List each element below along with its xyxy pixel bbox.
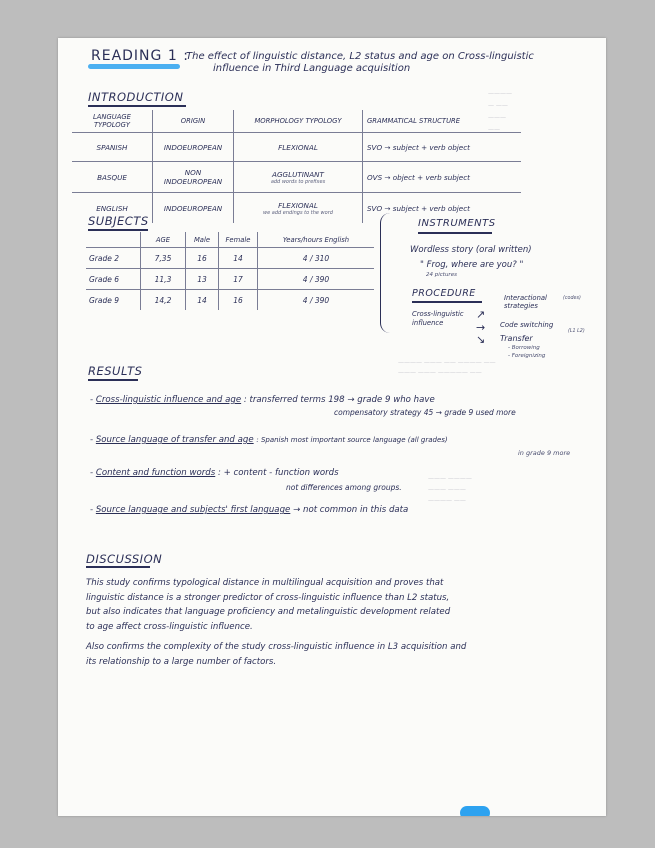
female-cell: 14 <box>219 248 258 269</box>
result-item-2: - Source language of transfer and age : Spanish most important source language (all grades) <box>90 435 448 445</box>
result-text2: not differences among groups. <box>286 483 402 492</box>
morph-value: FLEXIONAL <box>278 200 318 210</box>
origin-cell: INDOEUROPEAN <box>153 193 234 224</box>
arrow-glyph: ↘ <box>476 333 486 346</box>
procedure-heading: PROCEDURE <box>412 288 476 299</box>
results-heading: RESULTS <box>88 364 143 378</box>
procedure-item-interactional: Interactional strategies <box>504 294 547 310</box>
instruments-underline <box>418 232 492 234</box>
procedure-subitem: - Foreignizing <box>508 353 546 359</box>
result-text: → not common in this data <box>293 505 409 515</box>
header-cell: ORIGIN <box>153 110 234 133</box>
grade-cell: Grade 6 <box>86 269 141 290</box>
lang-cell: ENGLISH <box>72 193 153 224</box>
brace-divider <box>380 213 391 333</box>
male-cell: 16 <box>186 248 219 269</box>
morph-value: AGGLUTINANT <box>272 169 324 179</box>
result-item-3: - Content and function words : + content - function words <box>90 468 339 478</box>
procedure-underline <box>412 301 482 303</box>
age-cell: 11,3 <box>141 269 186 290</box>
table-row <box>86 290 374 311</box>
header-cell: Male <box>186 232 219 248</box>
english-cell: 4 / 390 <box>302 295 330 305</box>
result-label: Source language and subjects' first language <box>95 505 291 515</box>
origin-cell: NON INDOEUROPEAN <box>153 162 234 193</box>
female-cell: 16 <box>219 290 258 311</box>
table-row <box>86 269 374 290</box>
discussion-heading: DISCUSSION <box>86 552 163 566</box>
morph-cell <box>234 133 363 162</box>
lang-cell: BASQUE <box>72 162 153 193</box>
discussion-line: This study confirms typological distance in multilingual acquisition and proves that <box>86 578 444 588</box>
procedure-note: (codes) <box>563 296 581 301</box>
result-label: Content and function words <box>95 468 216 478</box>
discussion-line: to age affect cross-linguistic influence. <box>86 621 253 632</box>
origin-cell: INDOEUROPEAN <box>153 133 234 162</box>
title-highlight <box>88 64 180 69</box>
gram-cell: SVO → subject + verb object <box>367 203 470 213</box>
table-row <box>72 133 521 162</box>
instruments-heading: INSTRUMENTS <box>418 218 496 229</box>
result-text2: compensatory strategy 45 → grade 9 used more <box>334 408 516 417</box>
highlighter-dot <box>460 806 490 816</box>
procedure-item-transfer: Transfer <box>500 334 533 343</box>
result-text: : Spanish most important source language (all grades) <box>256 436 448 444</box>
notebook-page <box>58 38 606 816</box>
result-text: : transferred terms 198 → grade 9 who have <box>243 395 435 405</box>
result-text2: in grade 9 more <box>518 449 571 457</box>
introduction-heading: INTRODUCTION <box>88 90 184 104</box>
reading-subtitle-line2: influence in Third Language acquisition <box>213 63 411 74</box>
bleed-through: ———— ——— —— ———— —— ——— ——— ————— —— <box>398 359 496 376</box>
table-header-row <box>86 232 374 248</box>
discussion-line: but also indicates that language proficiency and metalinguistic development related <box>86 607 451 617</box>
gram-cell: SVO → subject + verb object <box>363 133 522 162</box>
instruments-line2: " Frog, where are you? " <box>420 260 524 270</box>
discussion-paragraph-2 <box>86 640 466 669</box>
cli-label: Cross-linguistic influence <box>412 310 464 327</box>
instruments-note: 24 pictures <box>426 272 457 278</box>
procedure-subitem: - Borrowing <box>508 345 540 351</box>
female-cell: 17 <box>219 269 258 290</box>
male-cell: 13 <box>186 269 219 290</box>
results-underline <box>88 379 138 381</box>
lang-cell: SPANISH <box>72 133 153 162</box>
result-label: Cross-linguistic influence and age <box>95 395 242 405</box>
introduction-underline <box>88 105 186 107</box>
arrow-glyph: ↗ <box>476 308 486 321</box>
procedure-item-code-switching: Code switching <box>500 321 554 329</box>
header-cell: Years/hours English <box>258 232 375 248</box>
morph-note: we add endings to the word <box>263 209 333 216</box>
header-cell: AGE <box>141 232 186 248</box>
morph-cell <box>234 162 363 193</box>
age-cell: 14,2 <box>141 290 186 311</box>
language-table <box>72 110 521 223</box>
bleed-through: ——— ———— ——— ——— ———— —— <box>428 475 472 504</box>
instruments-line1: Wordless story (oral written) <box>410 245 532 255</box>
discussion-line: Also confirms the complexity of the study cross-linguistic influence in L3 acquisition and <box>86 642 467 652</box>
result-text: : + content - function words <box>217 468 339 478</box>
bleed-through: ———— — —— ——— —— <box>488 90 512 133</box>
subjects-heading: SUBJECTS <box>88 214 149 228</box>
discussion-underline <box>86 566 150 568</box>
morph-note: add words to prefixes <box>270 178 326 185</box>
subjects-underline <box>88 229 148 231</box>
age-cell: 7,35 <box>141 248 186 269</box>
header-cell: GRAMMATICAL STRUCTURE <box>363 110 522 133</box>
header-cell: LANGUAGE TYPOLOGY <box>72 110 153 133</box>
discussion-paragraph-1 <box>86 576 450 634</box>
arrow-glyph: → <box>476 321 486 334</box>
result-item-1: - Cross-linguistic influence and age : transferred terms 198 → grade 9 who have <box>90 395 435 405</box>
table-row <box>86 248 374 269</box>
header-cell: MORPHOLOGY TYPOLOGY <box>234 110 363 133</box>
male-cell: 14 <box>186 290 219 311</box>
discussion-line: linguistic distance is a stronger predictor of cross-linguistic influence than L2 status, <box>86 592 450 603</box>
result-item-4: - Source language and subjects' first language → not common in this data <box>90 505 409 515</box>
table-header-row <box>72 110 521 133</box>
reading-subtitle-line1: The effect of linguistic distance, L2 status and age on Cross-linguistic <box>186 51 534 62</box>
gram-cell: OVS → object + verb subject <box>363 162 522 193</box>
subjects-table <box>86 232 374 310</box>
grade-cell: Grade 2 <box>86 248 141 269</box>
header-cell <box>86 232 141 248</box>
morph-cell <box>234 193 363 224</box>
header-cell: Female <box>219 232 258 248</box>
grade-cell: Grade 9 <box>86 290 141 311</box>
procedure-note: (L1 L2) <box>568 329 585 334</box>
table-row <box>72 162 521 193</box>
discussion-line: its relationship to a large number of factors. <box>86 656 277 667</box>
english-cell: 4 / 390 <box>258 269 375 290</box>
result-label: Source language of transfer and age <box>95 435 254 445</box>
english-cell: 4 / 310 <box>258 248 375 269</box>
reading-title: READING 1 : <box>91 48 189 64</box>
morph-value: FLEXIONAL <box>278 142 318 152</box>
